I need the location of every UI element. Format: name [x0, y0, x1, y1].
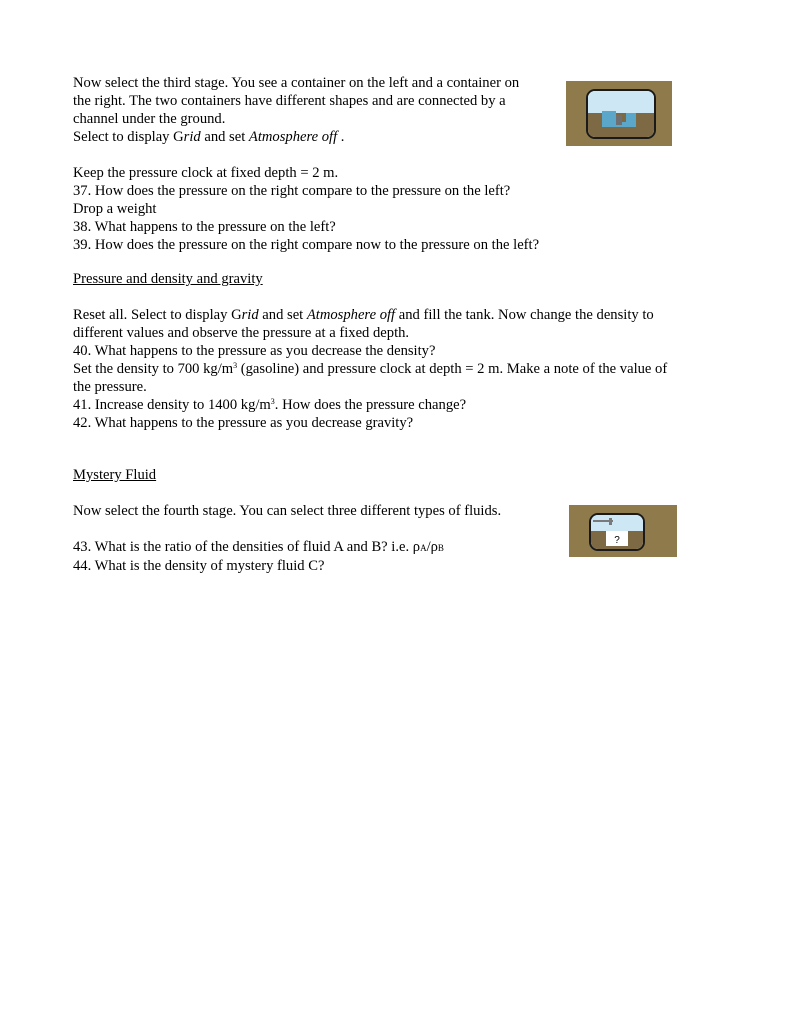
- stage4-thumbnail: [569, 505, 677, 557]
- question-38: 38. What happens to the pressure on the left?: [73, 219, 336, 235]
- reset-instruction-line1: Reset all. Select to display Grid and set Atmosphere off and fill the tank. Now change the density to: [73, 307, 654, 323]
- question-39: 39. How does the pressure on the right compare now to the pressure on the left?: [73, 237, 540, 253]
- stage3-thumbnail-graphic: [588, 91, 654, 137]
- keep-clock-instruction: Keep the pressure clock at fixed depth = 2 m.: [73, 165, 339, 181]
- mystery-section: [73, 466, 501, 575]
- question-44: 44. What is the density of mystery fluid C?: [73, 558, 325, 574]
- density-heading: Pressure and density and gravity: [73, 271, 263, 287]
- reset-instruction-line2: different values and observe the pressure at a fixed depth.: [73, 325, 410, 341]
- question-41: 41. Increase density to 1400 $kg/m^3$. How does the pressure change?: [73, 397, 467, 413]
- stage4-thumbnail-graphic: [591, 515, 643, 549]
- mystery-intro: Now select the fourth stage. You can select three different types of fluids.: [73, 503, 502, 519]
- stage3-section: [73, 74, 539, 254]
- question-43: 43. What is the ratio of the densities of fluid A and B? i.e. ρA/ρB: [73, 539, 444, 555]
- stage3-intro-line3: channel under the ground.: [73, 111, 226, 127]
- question-37: 37. How does the pressure on the right compare to the pressure on the left?: [73, 183, 511, 199]
- question-40: 40. What happens to the pressure as you decrease the density?: [73, 343, 436, 359]
- mystery-heading: Mystery Fluid: [73, 467, 157, 483]
- stage3-intro-line2: the right. The two containers have different shapes and are connected by a: [73, 93, 506, 109]
- drop-weight-instruction: Drop a weight: [73, 201, 157, 217]
- set-density-instruction-line2: the pressure.: [73, 379, 147, 395]
- question-42: 42. What happens to the pressure as you decrease gravity?: [73, 415, 414, 431]
- stage3-thumbnail: [566, 81, 672, 146]
- stage4-thumbnail-screen: [589, 513, 645, 551]
- stage3-thumbnail-screen: [586, 89, 656, 139]
- density-section: [73, 270, 667, 432]
- stage3-grid-instruction: Select to display Grid and set Atmosphere off .: [73, 129, 345, 145]
- stage3-intro-line1: Now select the third stage. You see a container on the left and a container on: [73, 75, 520, 91]
- mystery-mark: ?: [614, 535, 620, 546]
- set-density-instruction: Set the density to 700 $kg/m^3$ (gasoline) and pressure clock at depth = 2 m. Make a note of the value of: [73, 361, 668, 377]
